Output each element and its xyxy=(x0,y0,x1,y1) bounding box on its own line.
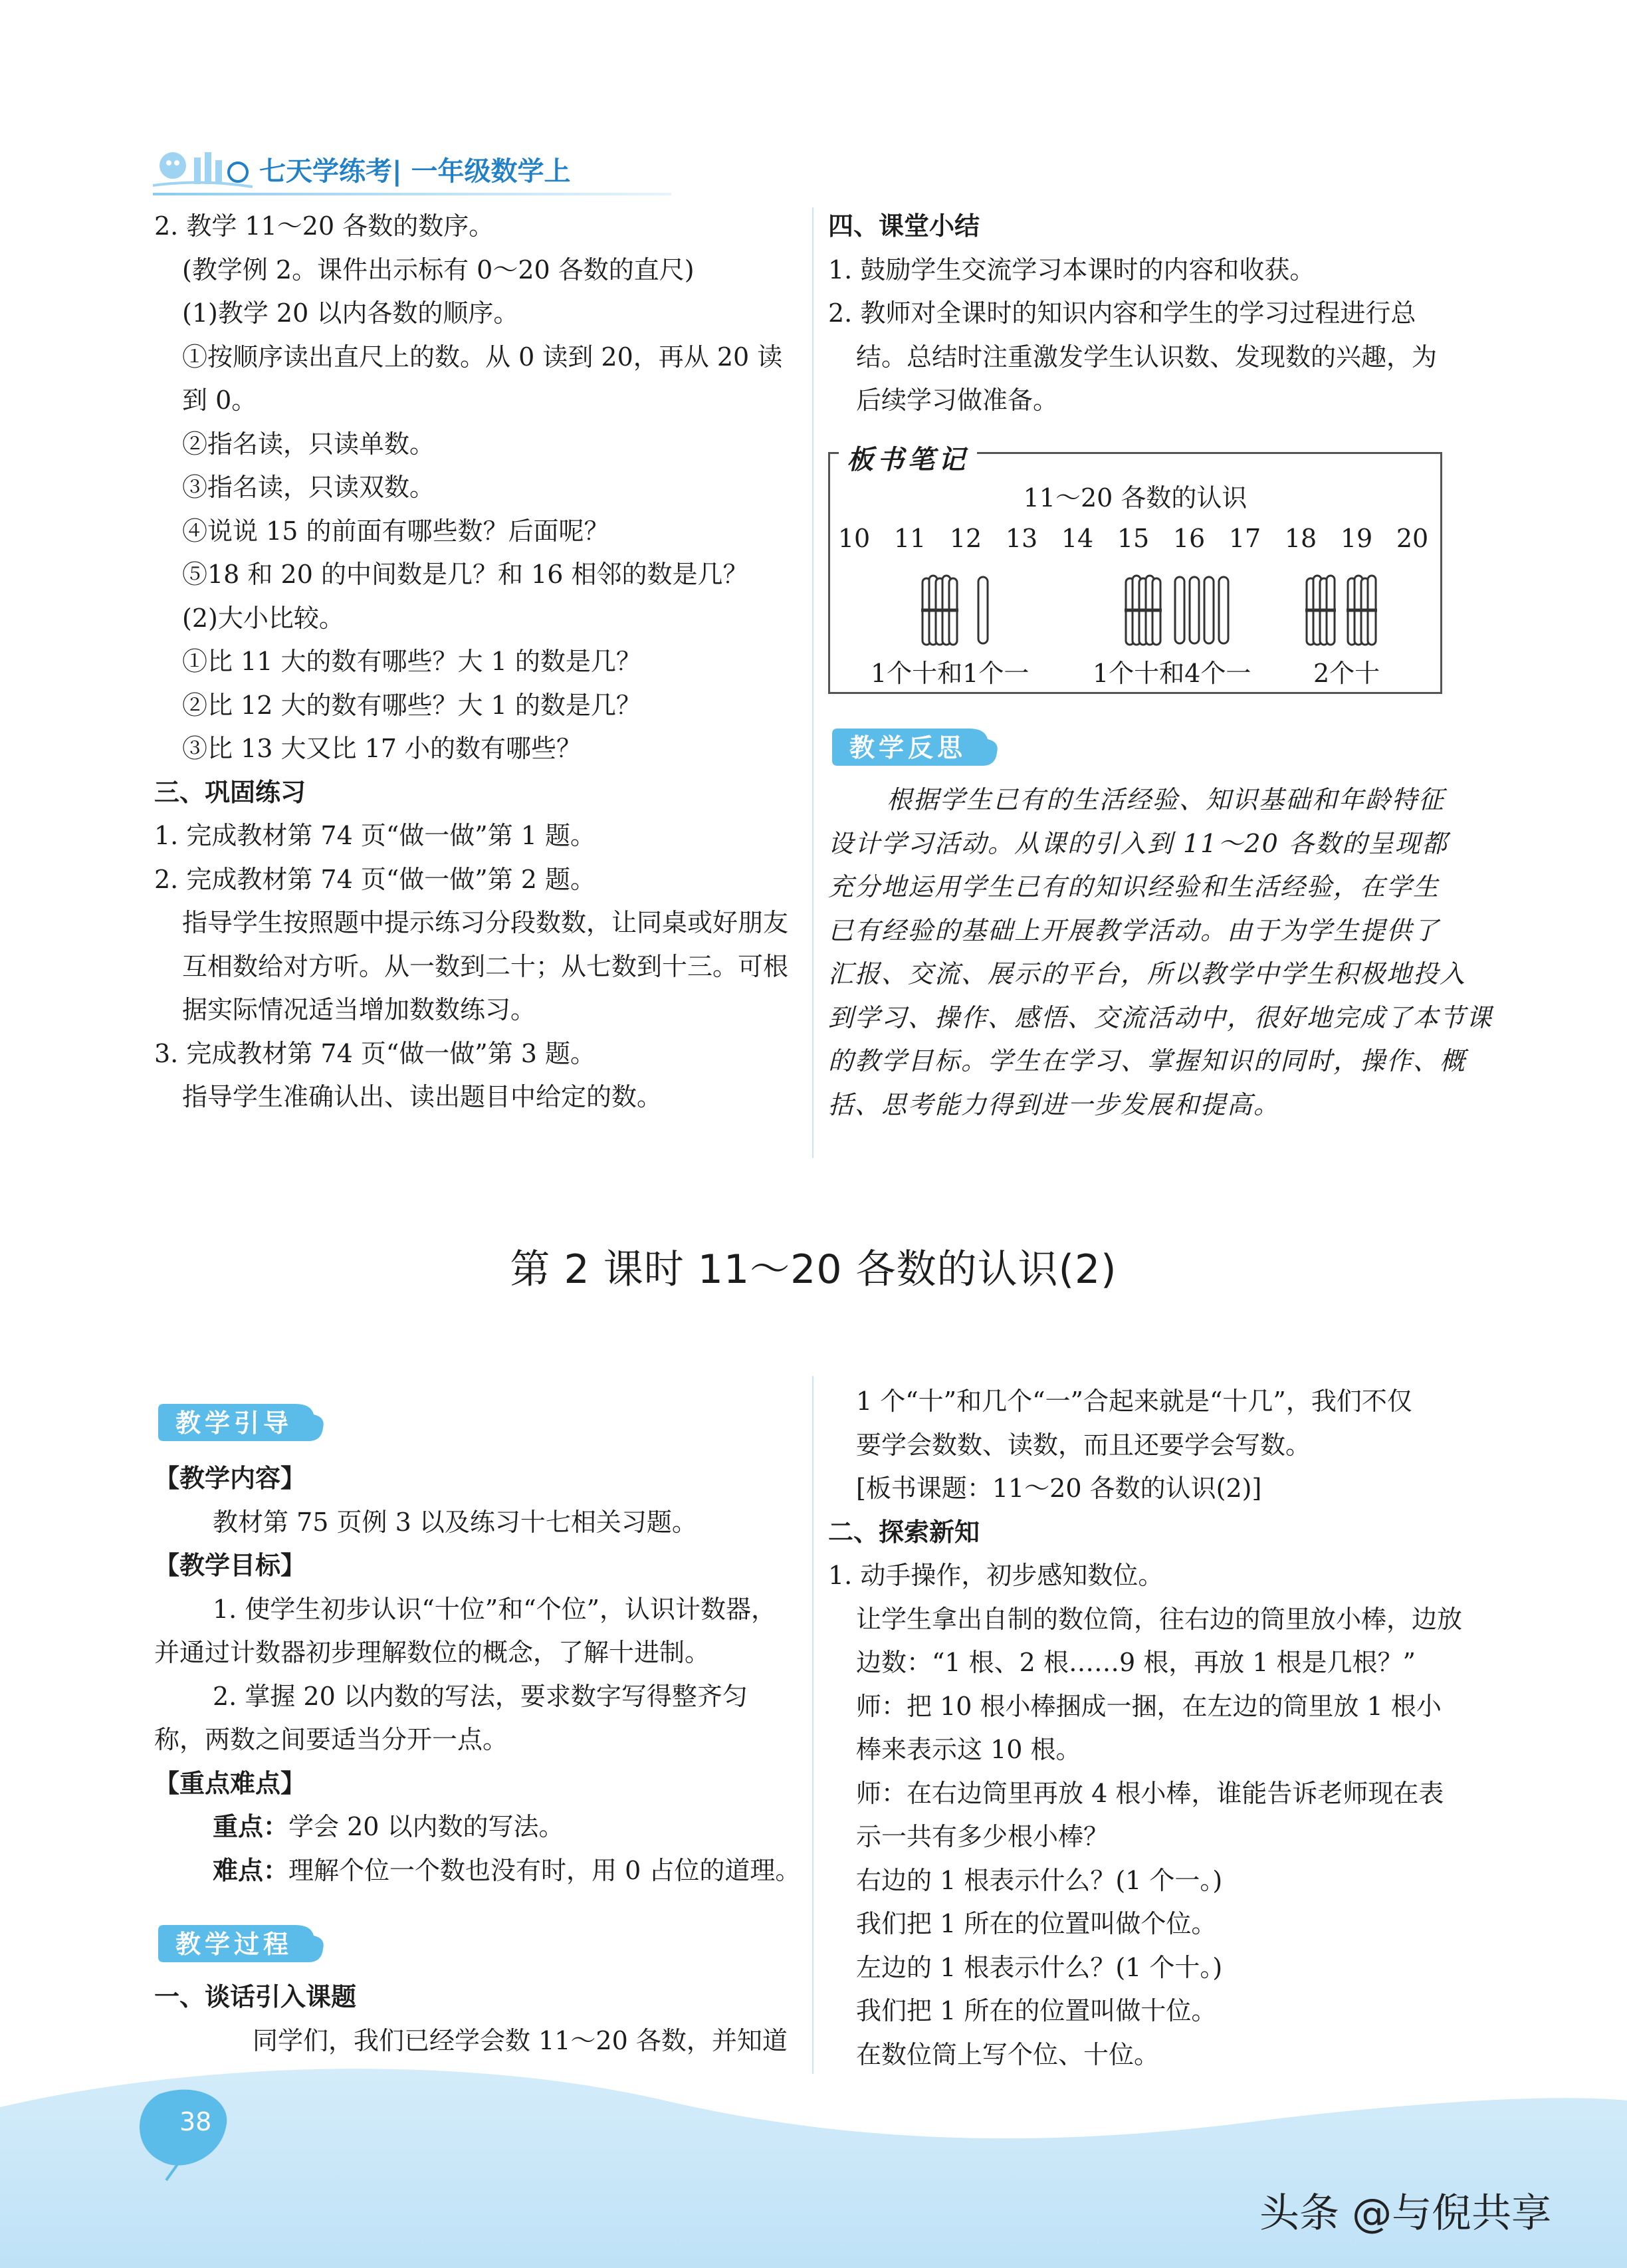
board-number: 14 xyxy=(1061,524,1094,553)
column-divider xyxy=(812,207,814,1158)
text-line: 1. 鼓励学生交流学习本课时的内容和收获。 xyxy=(828,255,1315,284)
text-line: 并通过计数器初步理解数位的概念，了解十进制。 xyxy=(154,1638,710,1667)
goal-heading: 【教学目标】 xyxy=(154,1551,306,1580)
board-number: 11 xyxy=(893,524,926,553)
board-number: 17 xyxy=(1228,524,1261,553)
bundle-of-ten-icon xyxy=(1125,576,1162,645)
badge-guide-label: 教学引导 xyxy=(175,1409,292,1438)
column-divider xyxy=(812,1376,814,2074)
section-heading: 三、巩固练习 xyxy=(154,777,306,807)
text-line: 3. 完成教材第 74 页“做一做”第 3 题。 xyxy=(154,1038,596,1068)
text-line: 教材第 75 页例 3 以及练习十七相关习题。 xyxy=(213,1507,697,1537)
text-line: 后续学习做准备。 xyxy=(856,386,1059,415)
text-line: 称，两数之间要适当分开一点。 xyxy=(154,1725,508,1754)
text-line: 2. 教学 11～20 各数的数序。 xyxy=(154,211,494,241)
text-line: (1)教学 20 以内各数的顺序。 xyxy=(182,298,519,328)
source-watermark: 头条 @与倪共享 xyxy=(1259,2190,1552,2237)
text-line: 在数位筒上写个位、十位。 xyxy=(856,2039,1160,2069)
reflection-text xyxy=(828,778,1493,1127)
left-column-top xyxy=(154,205,788,1119)
key-text: 学会 20 以内数的写法。 xyxy=(288,1812,564,1841)
board-caption: 1个十和1个一 xyxy=(871,659,1030,688)
text-line: 指导学生准确认出、读出题目中给定的数。 xyxy=(182,1082,663,1111)
page-number: 38 xyxy=(179,2107,212,2136)
text-line: 我们把 1 所在的位置叫做十位。 xyxy=(856,1996,1217,2025)
text-line: 括、思考能力得到进一步发展和提高。 xyxy=(828,1089,1281,1119)
text-line: 师：在右边筒里再放 4 根小棒，谁能告诉老师现在表 xyxy=(856,1778,1444,1808)
board-number: 13 xyxy=(1005,524,1038,553)
text-line: 左边的 1 根表示什么？(1 个十。) xyxy=(856,1952,1223,1982)
board-caption: 2个十 xyxy=(1313,659,1380,688)
text-line: 设计学习活动。从课的引入到 11～20 各数的呈现都 xyxy=(828,828,1448,858)
text-line: 的教学目标。学生在学习、掌握知识的同时，操作、概 xyxy=(828,1046,1467,1076)
text-line: [板书课题：11～20 各数的认识(2)] xyxy=(856,1474,1262,1503)
board-notes-tag: 板书笔记 xyxy=(839,439,977,477)
text-line: (2)大小比较。 xyxy=(182,603,344,633)
key-point xyxy=(154,1805,800,1849)
right-column-bottom xyxy=(828,1380,1462,2077)
text-line: 要学会数数、读数，而且还要学会写数。 xyxy=(856,1430,1311,1460)
text-line: 1. 动手操作，初步感知数位。 xyxy=(828,1561,1164,1590)
text-line: 棒来表示这 10 根。 xyxy=(856,1735,1081,1764)
badge-reflection xyxy=(828,726,1001,770)
single-stick-icon xyxy=(1219,577,1228,643)
text-line: 1. 使学生初步认识“十位”和“个位”，认识计数器， xyxy=(213,1594,777,1624)
section-heading: 二、探索新知 xyxy=(828,1517,980,1547)
right-column-top xyxy=(828,205,1437,423)
section-heading: 四、课堂小结 xyxy=(828,211,980,241)
mascot-logo-icon xyxy=(153,146,253,192)
hard-point xyxy=(154,1849,800,1893)
lesson-title: 第 2 课时 11～20 各数的认识(2) xyxy=(510,1246,1117,1293)
key-label: 重点： xyxy=(213,1812,289,1841)
single-stick-icon xyxy=(978,577,988,643)
board-number: 15 xyxy=(1117,524,1150,553)
text-line: 2. 掌握 20 以内数的写法，要求数字写得整齐匀 xyxy=(213,1681,748,1711)
board-number: 10 xyxy=(837,524,871,553)
bundle-of-ten-icon xyxy=(1305,576,1336,645)
text-line: ②指名读，只读单数。 xyxy=(182,429,435,459)
text-line: 师：把 10 根小棒捆成一捆，在左边的筒里放 1 根小 xyxy=(856,1691,1442,1721)
text-line: 2. 完成教材第 74 页“做一做”第 2 题。 xyxy=(154,864,596,894)
text-line: ④说说 15 的前面有哪些数？后面呢？ xyxy=(182,516,609,546)
text-line: ⑤18 和 20 的中间数是几？和 16 相邻的数是几？ xyxy=(182,560,748,589)
text-line: ③指名读，只读双数。 xyxy=(182,473,435,502)
text-line: 1 个“十”和几个“一”合起来就是“十几”，我们不仅 xyxy=(856,1387,1412,1416)
text-line: ③比 13 大又比 17 小的数有哪些？ xyxy=(182,734,582,763)
board-caption: 1个十和4个一 xyxy=(1093,659,1251,688)
guide-section xyxy=(154,1457,800,1892)
text-line: 同学们，我们已经学会数 11～20 各数，并知道 xyxy=(253,2025,788,2055)
text-line: 我们把 1 所在的位置叫做个位。 xyxy=(856,1909,1217,1938)
text-line: 让学生拿出自制的数位筒，往右边的筒里放小棒，边放 xyxy=(856,1604,1463,1634)
header-underline xyxy=(153,193,671,195)
single-stick-icon xyxy=(1204,577,1214,643)
text-line: 1. 完成教材第 74 页“做一做”第 1 题。 xyxy=(154,821,596,850)
text-line: 到学习、操作、感悟、交流活动中，很好地完成了本节课 xyxy=(828,1002,1493,1032)
text-line: ①比 11 大的数有哪些？大 1 的数是几？ xyxy=(182,647,641,676)
board-number: 12 xyxy=(949,524,982,553)
key-heading: 【重点难点】 xyxy=(154,1768,306,1798)
board-number: 18 xyxy=(1284,524,1317,553)
text-line: 到 0。 xyxy=(182,386,257,415)
text-line: 互相数给对方听。从一数到二十；从七数到十三。可根 xyxy=(182,951,789,981)
badge-reflection-label: 教学反思 xyxy=(849,733,966,762)
stick-bundles-illustration xyxy=(828,572,1442,651)
header-title: 七天学练考| 一年级数学上 xyxy=(259,156,571,187)
board-number: 20 xyxy=(1396,524,1429,553)
badge-process-label: 教学过程 xyxy=(175,1930,292,1959)
bundle-of-ten-icon xyxy=(921,576,958,645)
hard-label: 难点： xyxy=(213,1855,289,1885)
bundle-of-ten-icon xyxy=(1347,576,1377,645)
hard-text: 理解个位一个数也没有时，用 0 占位的道理。 xyxy=(288,1855,801,1885)
text-line: 指导学生按照题中提示练习分段数数，让同桌或好朋友 xyxy=(182,908,789,937)
text-line: 汇报、交流、展示的平台，所以教学中学生积极地投入 xyxy=(828,959,1467,988)
section-heading: 一、谈话引入课题 xyxy=(154,1982,357,2011)
single-stick-icon xyxy=(1190,577,1199,643)
text-line: 充分地运用学生已有的知识经验和生活经验，在学生 xyxy=(828,872,1440,901)
text-line: 右边的 1 根表示什么？(1 个一。) xyxy=(856,1865,1223,1895)
text-line: 示一共有多少根小棒？ xyxy=(856,1822,1109,1851)
single-stick-icon xyxy=(1175,577,1184,643)
text-line: 2. 教师对全课时的知识内容和学生的学习过程进行总 xyxy=(828,298,1416,328)
text-line: 结。总结时注重激发学生认识数、发现数的兴趣，为 xyxy=(856,342,1438,372)
text-line: ②比 12 大的数有哪些？大 1 的数是几？ xyxy=(182,690,641,720)
badge-guide xyxy=(154,1401,327,1445)
text-line: (教学例 2。课件出示标有 0～20 各数的直尺) xyxy=(182,255,695,284)
text-line: ①按顺序读出直尺上的数。从 0 读到 20，再从 20 读 xyxy=(182,342,783,372)
text-line: 根据学生已有的生活经验、知识基础和年龄特征 xyxy=(887,785,1446,814)
badge-process xyxy=(154,1922,327,1966)
text-line: 边数：“1 根、2 根……9 根，再放 1 根是几根？” xyxy=(856,1648,1416,1677)
board-number: 19 xyxy=(1340,524,1373,553)
book-header xyxy=(153,142,571,195)
board-title: 11～20 各数的认识 xyxy=(1023,483,1247,512)
board-number: 16 xyxy=(1172,524,1206,553)
text-line: 据实际情况适当增加数数练习。 xyxy=(182,995,536,1024)
text-line: 已有经验的基础上开展教学活动。由于为学生提供了 xyxy=(828,915,1440,945)
content-heading: 【教学内容】 xyxy=(154,1464,306,1493)
